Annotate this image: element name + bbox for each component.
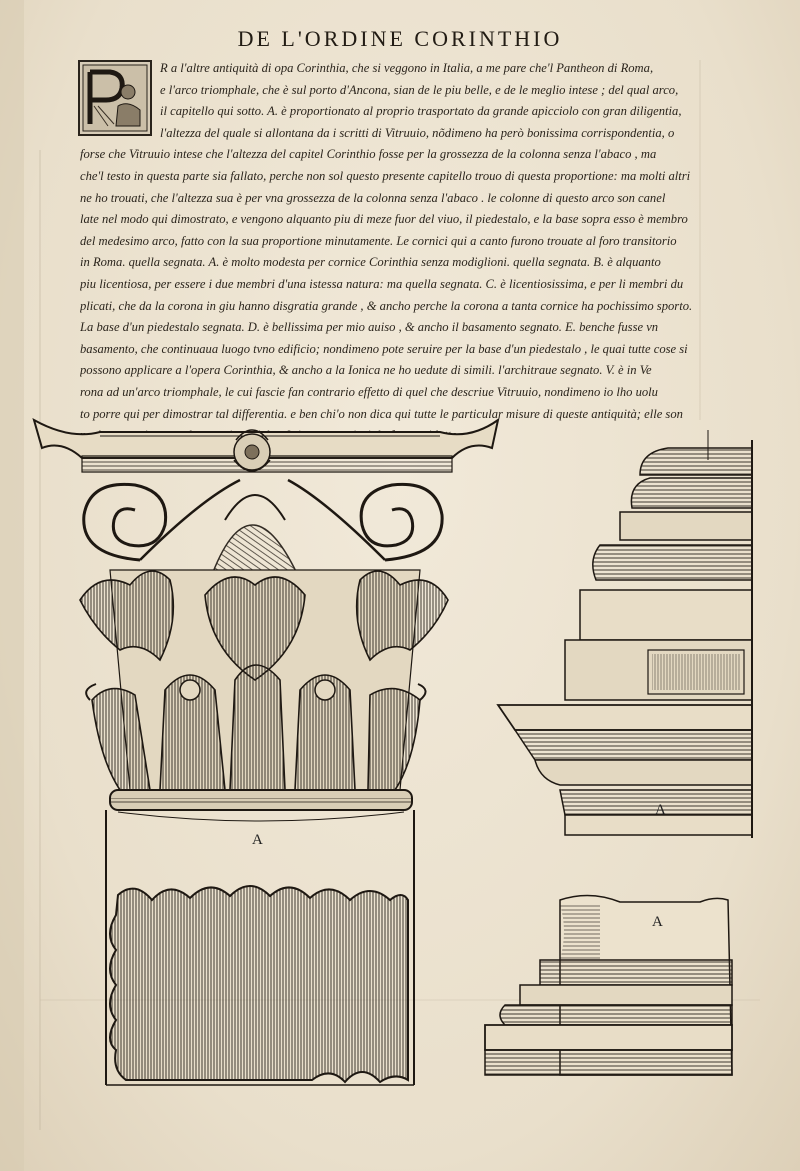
text-line: to porre qui per dimostrar tal differentia. e ben chi'o non dica qui tutte le particular misure di queste antiquità; elle son (80, 406, 683, 421)
text-line: forse che Vitruuio intese che l'altezza del capitel Corinthio fosse per la grossezza de la colonna senza l'abaco , ma (80, 147, 657, 162)
text-line: late nel modo qui dimostrato, e vengono alquanto piu di meze fuor del viuo, il piedestalo, e la base sopra esso è membro (80, 212, 688, 227)
cornice-figure-label: A (655, 802, 666, 818)
text-line: l'altezza del quale si allontana da i scritti di Vitruuio, nõdimeno ha però bonissima corrispondentia, o (160, 125, 675, 140)
text-line: rona ad un'arco triomphale, le cui fascie fan contrario effetto di quel che descriue Vitruuio, nondimeno io lho uolu (80, 384, 658, 399)
text-line: La base d'un piedestalo segnata. D. è bellissima per mio auiso , & ancho il basamento segnato. E. benche fusse vn (80, 320, 659, 335)
text-line: R a l'altre antiquità di opa Corinthia, che si veggono in Italia, a me pare che'l Pantheon di Roma, (160, 61, 654, 75)
base-moldings (485, 895, 732, 1075)
text-line: che'l testo in questa parte sia fallato, perche non sol questo presente capitello trouo di questa proportione: ma molti altri (80, 168, 691, 183)
capital-figure-label: A (252, 832, 263, 848)
text-line: piu licentiosa, per essere i due membri d'una istessa natura: ma quella segnata. C. è licentiosissima, e per li membri du (80, 276, 684, 291)
text-line: ne ho trouati, che l'altezza sua è per vna grossezza de la colonna senza l'abaco . le colonne di questo arco son canel (80, 190, 666, 205)
text-line: e l'arco triomphale, che è sul porto d'Ancona, sian de le piu belle, e de le meglio intese ; del qual arco, (160, 82, 679, 97)
text-line: possono applicare a l'opera Corinthia, & ancho a la Ionica ne ho uedute di simili. l'architraue segnato. V. è in Ve (80, 363, 652, 378)
text-line: plicati, che da la corona in giu hanno disgratia grande , & ancho perche la corona a tanta cornice ha pochissimo sporto. (80, 298, 693, 313)
base-figure-label: A (652, 914, 663, 930)
text-line: basamento, che continuaua luogo tvno edificio; nondimeno pote seruire per la base d'un piedestalo , le quai tutte cose si (80, 341, 688, 356)
page-title: DE L'ORDINE CORINTHIO (237, 26, 563, 51)
text-line: in Roma. quella segnata. A. è molto modesta per cornice Corinthia senza modiglioni. quella segnata. B. è alquanto (80, 255, 661, 270)
text-line: del medesimo arco, fatto con la sua proportione minutamente. Le cornici qui a canto furono trouate al foro transitorio (80, 233, 677, 248)
text-line: il capitello qui sotto. A. è proportionato al proprio trasportato da grande apicciolo con gran diligentia, (160, 104, 682, 119)
